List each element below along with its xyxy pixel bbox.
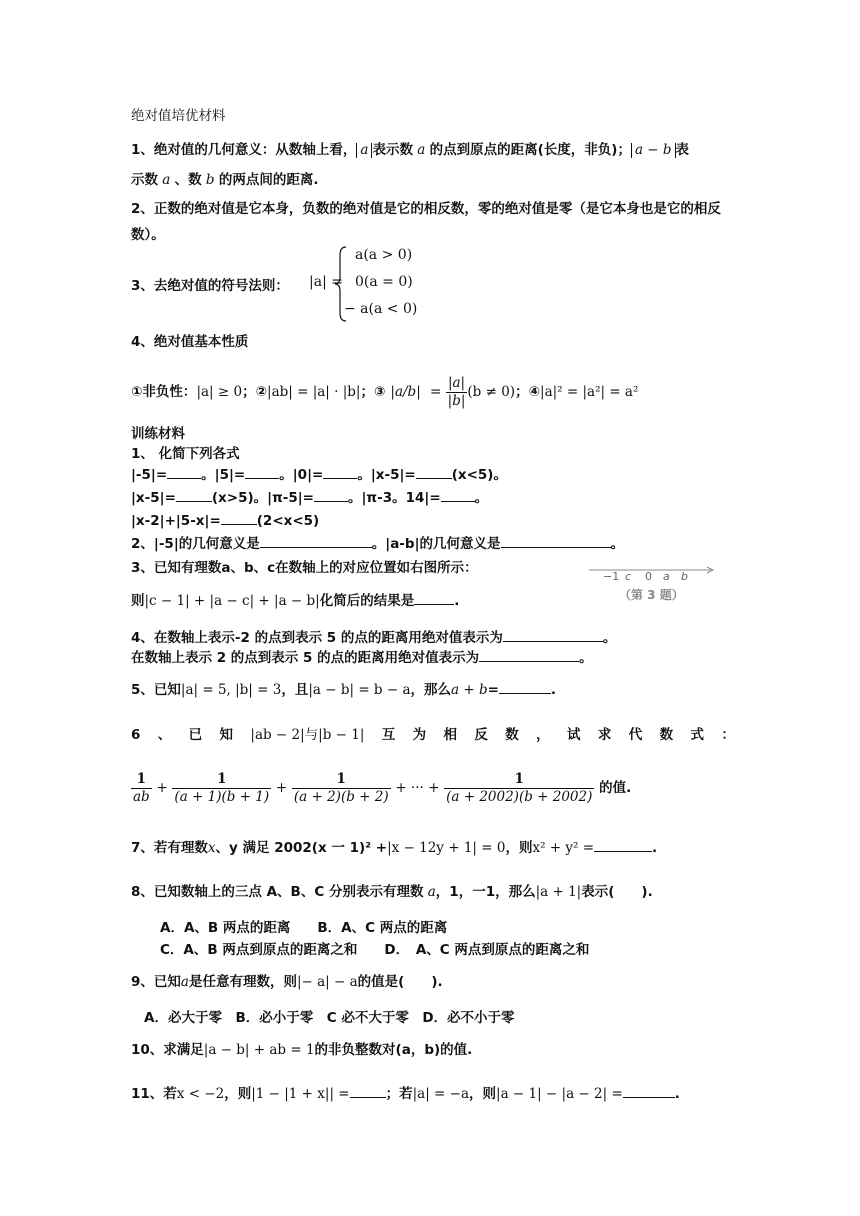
q1-row-2: |x-5|= (x>5)。|π-5|= 。|π-3。14|= 。: [131, 490, 489, 506]
page-title: 绝对值培优材料: [131, 108, 226, 124]
axis-label-b: b: [681, 570, 688, 583]
q5-line: 5、已知|a| = 5, |b| = 3，且|a − b| = b − a，那么a + b= .: [131, 682, 557, 698]
case-positive: a(a > 0): [355, 247, 413, 263]
axis-label-a: a: [663, 570, 670, 583]
q3-line-1: 3、已知有理数a、b、c在数轴上的对应位置如右图所示：: [131, 560, 478, 576]
section-1-line-1: 1、绝对值的几何意义：从数轴上看， a 表示数 a 的点到原点的距离(长度，非负)； a − b 表: [131, 142, 690, 158]
fraction-4: $\frac{1}{(a + 2002)(b + 2002)}$: [446, 770, 593, 805]
figure-caption: （第 3 题）: [619, 588, 684, 602]
fraction-2: $\frac{1}{(a + 1)(b + 1)}$: [174, 770, 270, 805]
q1-title: 1、 化简下列各式: [131, 446, 240, 462]
q7-line: 7、若有理数x、y 满足 2002(x 一 1)² +|x − 12y + 1| = 0，则x² + y² = .: [131, 840, 658, 856]
axis-label-minus-one: −1: [603, 570, 620, 583]
abs-a-equals: |a| =: [309, 274, 343, 290]
abs-a-over-abs-b-fraction: $\frac{|a|}{|b|}$: [447, 374, 466, 409]
q6-line-2: $\frac{1}{ab}$ + $\frac{1}{(a + 1)(b + 1)}$ + $\frac{1}{(a + 2)(b + 2)}$ + ··· + $\frac{1}{(a + 2002)(b + 2002)}$ 的值.: [133, 770, 632, 805]
q11-line: 11、若x < −2，则|1 − |1 + x|| = ；若|a| = −a，则|a − 1| − |a − 2| = .: [131, 1086, 680, 1102]
case-zero: 0(a = 0): [355, 274, 413, 290]
q4-line-2: 在数轴上表示 2 的点到表示 5 的点的距离用绝对值表示为 。: [131, 650, 593, 666]
q8-options-row-1: [160, 918, 764, 938]
fraction-1: $\frac{1}{ab}$: [133, 770, 150, 805]
q3-line-2: 则|c − 1| + |a − c| + |a − b|化简后的结果是 .: [131, 593, 460, 609]
q9-options: A．必大于零 B．必小于零 C 必不大于零 D．必不小于零: [144, 1010, 515, 1026]
fraction-3: $\frac{1}{(a + 2)(b + 2)}$: [293, 770, 389, 805]
q9-stem: 9、已知a是任意有理数，则|− a| − a的值是( ).: [131, 974, 443, 990]
q10-line: 10、求满足|a − b| + ab = 1的非负整数对(a，b)的值.: [131, 1042, 473, 1058]
q6-line-1: 6 、 已 知 |ab − 2|与|b − 1| 互 为 相 反 数 ， 试 求 代 数 式 ：: [131, 727, 735, 743]
case-negative: − a(a < 0): [344, 301, 418, 317]
q8-options-row-2: [160, 940, 764, 960]
section-3-piecewise: [131, 243, 551, 325]
q1-row-3: |x-2|+|5-x|= (2<x<5): [131, 513, 320, 529]
q8-option-b: B．A、C 两点的距离: [317, 920, 448, 936]
section-4-title: 4、绝对值基本性质: [131, 334, 249, 350]
section-3-label: 3、去绝对值的符号法则：: [131, 278, 289, 294]
q4-line-1: 4、在数轴上表示-2 的点到表示 5 的点的距离用绝对值表示为 。: [131, 630, 617, 646]
section-4-properties: ①非负性：|a| ≥ 0；②|ab| = |a| · |b|；③ |a/b| = $\frac{|a|}{|b|}$ (b ≠ 0)；④|a|² = |a²| = a²: [131, 374, 639, 409]
q1-row-1: |-5|= 。|5|= 。|0|= 。|x-5|= (x<5)。: [131, 467, 507, 483]
training-title: 训练材料: [131, 426, 185, 442]
axis-label-zero: 0: [645, 570, 652, 583]
q8-option-c: C．A、B 两点到原点的距离之和: [160, 942, 358, 958]
abs-a-over-b-fraction: |a/b|: [390, 383, 421, 400]
axis-label-c: c: [625, 570, 632, 583]
section-2: 2、正数的绝对值是它本身，负数的绝对值是它的相反数，零的绝对值是零（是它本身也是它的相反数）。: [131, 201, 721, 243]
q8-stem: 8、已知数轴上的三点 A、B、C 分别表示有理数 a，1，一1，那么|a + 1|表示( ).: [131, 884, 653, 900]
q8-option-a: A．A、B 两点的距离: [160, 920, 291, 936]
q2-line: 2、|-5|的几何意义是 。|a-b|的几何意义是 。: [131, 536, 625, 552]
q8-option-d: D． A、C 两点到原点的距离之和: [384, 942, 590, 958]
section-1-line-2: 示数 a 、数 b 的两点间的距离.: [131, 172, 319, 188]
